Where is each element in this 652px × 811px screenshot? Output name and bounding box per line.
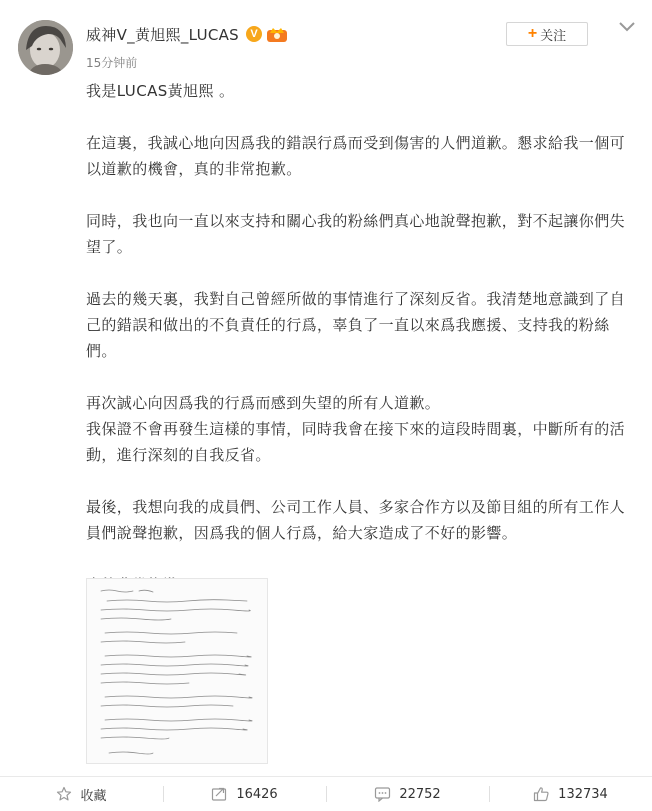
- comment-button[interactable]: [326, 777, 489, 811]
- repost-count: 16426: [236, 786, 278, 802]
- chevron-down-icon[interactable]: [618, 20, 636, 34]
- plus-icon: +: [527, 25, 538, 42]
- thumbs-up-icon: [533, 786, 550, 802]
- post-timestamp[interactable]: 15分钟前: [86, 56, 138, 70]
- follow-button[interactable]: [506, 22, 588, 46]
- username[interactable]: 威神V_黄旭熙_LUCAS: [86, 26, 240, 44]
- post-paragraph: 在這裏，我誠心地向因爲我的錯誤行爲而受到傷害的人們道歉。懇求給我一個可以道歉的機會，真的非常抱歉。: [86, 134, 626, 178]
- star-icon: [56, 786, 72, 802]
- post-paragraph: 再次誠心向因爲我的行爲而感到失望的所有人道歉。 我保證不會再發生這樣的事情，同時我會在接下來的這段時間裏，中斷所有的活動，進行深刻的自我反省。: [86, 394, 626, 464]
- post-paragraph: 我是LUCAS黃旭熙 。: [86, 82, 235, 100]
- handwritten-letter-image[interactable]: [86, 578, 268, 764]
- comment-icon: [374, 786, 391, 802]
- avatar[interactable]: [18, 20, 73, 75]
- vip-crown-icon[interactable]: [266, 25, 288, 43]
- post-content: [86, 78, 626, 598]
- like-count: 132734: [558, 786, 608, 802]
- post-paragraph: 過去的幾天裏，我對自己曾經所做的事情進行了深刻反省。我清楚地意識到了自己的錯誤和做出的不負責任的行爲，辜負了一直以來爲我應援、支持我的粉絲們。: [86, 290, 626, 360]
- letter-scribble: [87, 579, 268, 764]
- post-paragraph: 最後，我想向我的成員們、公司工作人員、多家合作方以及節目組的所有工作人員們說聲抱歉，因爲我的個人行爲，給大家造成了不好的影響。: [86, 498, 626, 542]
- comment-count: 22752: [399, 786, 441, 802]
- verified-badge-label: V: [250, 28, 258, 40]
- post-paragraph: 同時，我也向一直以來支持和關心我的粉絲們真心地說聲抱歉，對不起讓你們失望了。: [86, 212, 626, 256]
- avatar-photo: [18, 20, 73, 75]
- action-bar: [0, 777, 652, 811]
- repost-button[interactable]: [163, 777, 326, 811]
- follow-label: 关注: [540, 28, 567, 44]
- like-button[interactable]: [489, 777, 652, 811]
- collect-label: 收藏: [80, 788, 107, 804]
- verified-v-icon: [246, 26, 262, 42]
- collect-button[interactable]: [0, 777, 163, 811]
- repost-icon: [211, 786, 228, 802]
